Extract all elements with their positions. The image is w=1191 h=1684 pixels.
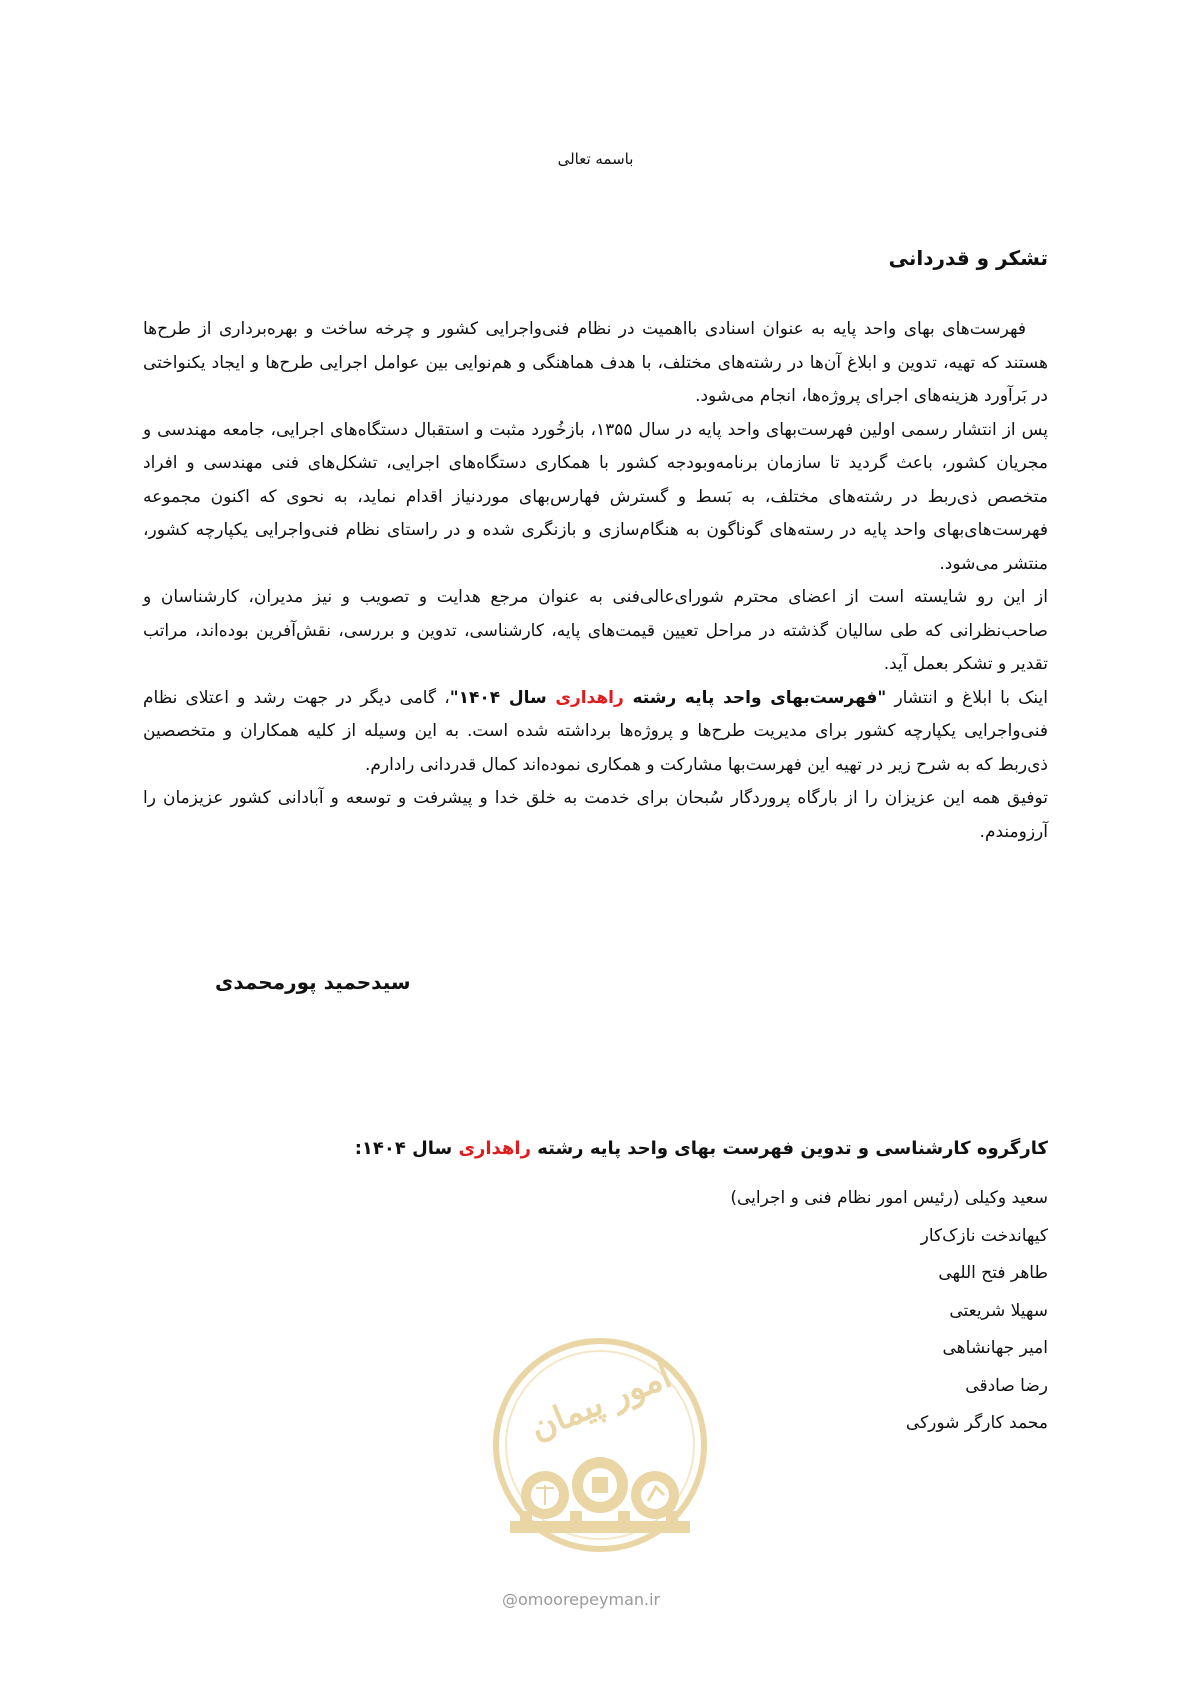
watermark-logo (490, 1335, 710, 1585)
watermark-logo-text: امور پیمان (524, 1355, 678, 1449)
publication-rest-text: ، گامی دیگر در جهت رشد و اعتلای نظام فنی‌واجرایی یکپارچه کشور برای مدیریت طرح‌ها و پروژه‌ها برداشته شده است. به این وسیله از کلیه همکاران و متخصصین ذی‌ربط که به شرح زیر در تهیه این فهرست‌بها مشارکت و همکاری نموده‌اند کمال قدردانی رادارم. (143, 687, 1048, 775)
paragraph-publication (143, 682, 1048, 783)
building-icon (592, 1477, 608, 1493)
watermark-url: @omoorepeyman.ir (502, 1590, 661, 1609)
workgroup-title (355, 1138, 1048, 1159)
basmala-header: باسمه تعالی (557, 150, 634, 168)
list-item: سهیلا شریعتی (949, 1300, 1048, 1321)
signature-name: سیدحمید پورمحمدی (215, 970, 411, 994)
member-list (730, 1180, 1048, 1443)
workgroup-field-highlight: راهداری (458, 1138, 531, 1159)
acknowledgement-body (143, 313, 1048, 849)
list-item: امیر جهانشاهی (942, 1338, 1048, 1358)
list-item: طاهر فتح اللهی (938, 1263, 1048, 1283)
workgroup-title-start: کارگروه کارشناسی و تدوین فهرست بهای واحد پایه رشته (530, 1138, 1048, 1159)
paragraph-thanks: از این رو شایسته است از اعضای محترم شورای‌عالی‌فنی به عنوان مرجع هدایت و تصویب و نیز مدیران، کارشناسان و صاحب‌نظرانی که طی سالیان گذشته در مراحل تعیین قیمت‌های پایه، کارشناسی، تدوین و بررسی، نقش‌آفرین بوده‌اند، مراتب تقدیر و تشکر بعمل آید. (143, 587, 1048, 674)
list-item: رضا صادقی (965, 1375, 1048, 1396)
workgroup-title-end: سال ۱۴۰۴: (354, 1138, 459, 1159)
field-name-highlight: راهداری (555, 687, 624, 708)
list-item: محمد کارگر شورکی (905, 1413, 1048, 1433)
paragraph-history: پس از انتشار رسمی اولین فهرست‌بهای واحد پایه در سال ۱۳۵۵، بازخُورد مثبت و استقبال دستگاه‌های اجرایی، جامعه مهندسی و مجریان کشور، باعث گردید تا سازمان برنامه‌وبودجه کشور با همکاری دستگاه‌های اجرایی، تشکل‌های فنی مهندسی و افراد متخصص ذی‌ربط در رشته‌های مختلف، به بَسط و گسترش فهارس‌بهای موردنیاز اقدام نماید، به نحوی که اکنون مجموعه فهرست‌های‌بهای واحد پایه در رسته‌های گوناگون به هنگام‌سازی و بازنگری شده و در راستای نظام فنی‌واجرایی یکپارچه کشور، منتشر می‌شود. (143, 419, 1048, 574)
watermark-base-bar (510, 1521, 690, 1533)
publication-name-start: "فهرست‌بهای واحد پایه رشته (623, 687, 887, 708)
paragraph-closing: توفیق همه این عزیزان را از بارگاه پروردگار سُبحان برای خدمت به خلق خدا و پیشرفت و توسعه و آبادانی کشور عزیزمان را آرزومندم. (143, 788, 1048, 842)
page-title: تشکر و قدردانی (888, 246, 1048, 270)
list-item: سعید وکیلی (رئیس امور نظام فنی و اجرایی) (730, 1188, 1048, 1208)
list-item: کیهاندخت نازک‌کار (920, 1225, 1048, 1246)
publication-intro-text: اینک با ابلاغ و انتشار (886, 687, 1048, 708)
publication-name-end: سال ۱۴۰۴" (449, 687, 556, 708)
paragraph-intro: فهرست‌های بهای واحد پایه به عنوان اسنادی بااهمیت در نظام فنی‌واجرایی کشور و چرخه ساخت و بهره‌برداری از طرح‌ها هستند که تهیه، تدوین و ابلاغ آن‌ها در رشته‌های مختلف، با هدف هماهنگی و هم‌نوایی بین عوامل اجرایی طرح‌ها و ایجاد یکنواختی در بَرآورد هزینه‌های اجرای پروژه‌ها، انجام می‌شود. (143, 319, 1048, 406)
